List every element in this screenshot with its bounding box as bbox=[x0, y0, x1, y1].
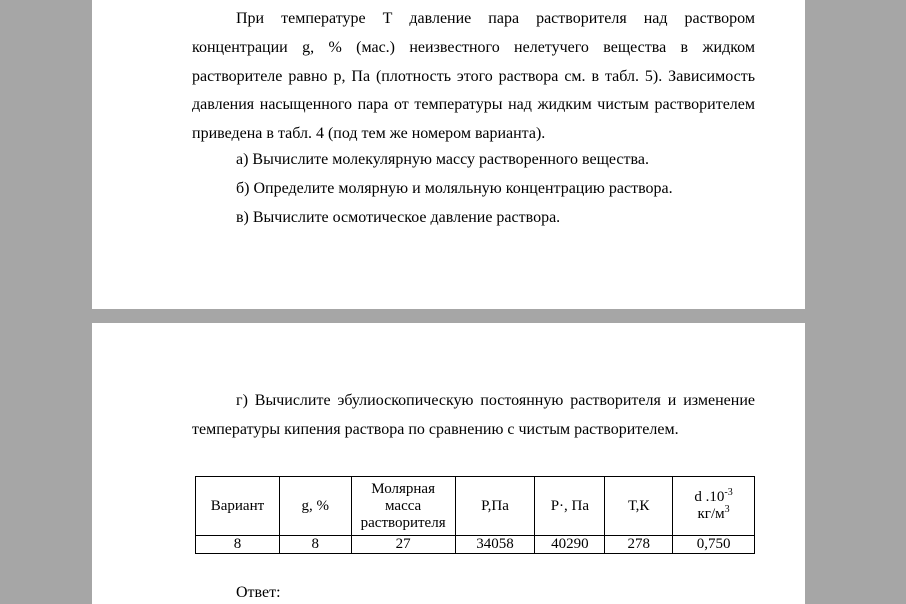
header-p0: Р·, Па bbox=[535, 477, 605, 536]
header-molar-mass: Молярная масса растворителя bbox=[351, 477, 455, 536]
variant-data-table bbox=[195, 476, 755, 554]
cell-density: 0,750 bbox=[673, 536, 755, 554]
cell-variant: 8 bbox=[196, 536, 280, 554]
cell-molar-mass: 27 bbox=[351, 536, 455, 554]
task-item-d: г) Вычислите эбулиоскопическую постоянную растворителя и изменение температуры кипения раствора по сравнению с чистым растворителем. bbox=[192, 392, 755, 438]
table-row bbox=[196, 536, 755, 554]
cell-p0: 40290 bbox=[535, 536, 605, 554]
cell-g: 8 bbox=[279, 536, 351, 554]
table-header-row bbox=[196, 477, 755, 536]
task-item-a: а) Вычислите молекулярную массу растворенного вещества. bbox=[236, 151, 649, 168]
header-p: Р,Па bbox=[455, 477, 535, 536]
cell-t: 278 bbox=[605, 536, 673, 554]
document-page-1 bbox=[92, 0, 805, 309]
document-page-2 bbox=[92, 323, 805, 604]
header-density: d $.10^{-3}$ $кг/м^3$ bbox=[673, 477, 755, 536]
header-variant: Вариант bbox=[196, 477, 280, 536]
header-t: Т,К bbox=[605, 477, 673, 536]
task-item-b: б) Определите молярную и моляльную концентрацию раствора. bbox=[236, 180, 673, 197]
cell-p: 34058 bbox=[455, 536, 535, 554]
header-g: g, % bbox=[279, 477, 351, 536]
answer-label: Ответ: bbox=[236, 584, 281, 601]
problem-paragraph: При температуре Т давление пара растворителя над раствором концентрации g, % (мас.) неизвестного нелетучего вещества в жидком растворителе равно р, Па (плотность этого раствора см. в табл. 5). Зависимость давления насыщенного пара от температуры над жидким чистым растворителем приведена в табл. 4 (под тем же номером варианта). bbox=[192, 10, 755, 143]
task-item-c: в) Вычислите осмотическое давление раствора. bbox=[236, 209, 561, 226]
